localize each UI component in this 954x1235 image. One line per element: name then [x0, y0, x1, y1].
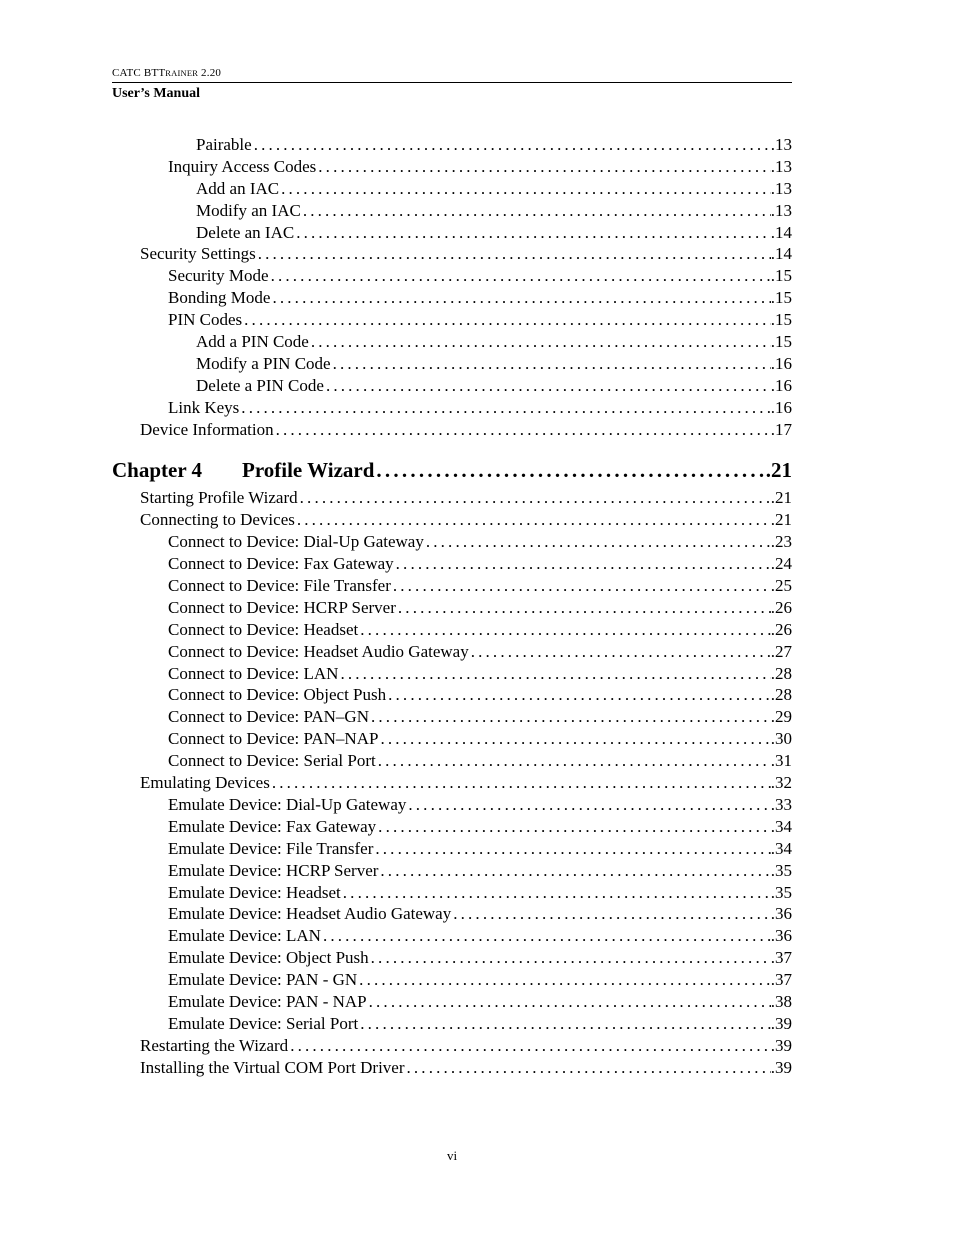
toc-entry-page: .36	[770, 926, 792, 946]
toc-entry-page: .30	[770, 729, 792, 749]
toc-entry-page: .39	[770, 1013, 792, 1033]
chapter-title: Profile Wizard	[242, 458, 375, 483]
toc-entry-page: .31	[770, 751, 792, 771]
toc-entry[interactable]	[112, 794, 792, 816]
toc-entry-page: .15	[770, 310, 792, 330]
toc-entry-label: Emulate Device: LAN	[168, 926, 321, 946]
toc-entry-page: .36	[770, 904, 792, 924]
header-rule	[112, 82, 792, 83]
toc-entry-label: Emulate Device: Headset Audio Gateway	[168, 904, 452, 924]
product-name-prefix: CATC BT	[112, 67, 159, 79]
toc-entry[interactable]	[112, 243, 792, 265]
leader-dots	[270, 772, 771, 794]
leader-dots	[294, 222, 771, 244]
toc-entry-page: .37	[770, 948, 792, 968]
toc-entry[interactable]	[112, 331, 792, 353]
toc-entry[interactable]	[112, 925, 792, 947]
toc-entry[interactable]	[112, 882, 792, 904]
toc-entry-page: .13	[770, 156, 792, 176]
manual-title: User’s Manual	[112, 86, 201, 101]
toc-entry-page: .17	[770, 419, 792, 439]
toc-entry-label: Emulate Device: PAN - GN	[168, 970, 358, 990]
toc-entry-page: .15	[770, 266, 792, 286]
toc-entry-page: .16	[770, 397, 792, 417]
toc-entry-page: .28	[770, 685, 792, 705]
toc-entry-label: Emulate Device: File Transfer	[168, 838, 374, 858]
chapter-heading[interactable]	[112, 456, 792, 484]
toc-entry[interactable]	[112, 619, 792, 641]
toc-entry-page: .23	[770, 532, 792, 552]
toc-entry-label: Add an IAC	[196, 178, 280, 198]
toc-entry-label: Installing the Virtual COM Port Driver	[140, 1057, 405, 1077]
toc-entry-label: Connect to Device: Fax Gateway	[168, 554, 394, 574]
toc-entry-label: Connect to Device: LAN	[168, 663, 339, 683]
toc-entry-label: Connect to Device: Object Push	[168, 685, 387, 705]
toc-entry-page: .39	[770, 1057, 792, 1077]
toc-entry[interactable]	[112, 287, 792, 309]
toc-entry-label: Connect to Device: Headset Audio Gateway	[168, 641, 469, 661]
leader-dots	[451, 903, 771, 925]
toc-entry-label: Add a PIN Code	[196, 332, 309, 352]
toc-entry[interactable]	[112, 860, 792, 882]
toc-entry-label: Connecting to Devices	[140, 510, 295, 530]
toc-entry-label: Restarting the Wizard	[140, 1035, 289, 1055]
toc-entry-page: .16	[770, 353, 792, 373]
toc-entry-label: Connect to Device: HCRP Server	[168, 597, 396, 617]
leader-dots	[316, 156, 770, 178]
toc-entry-label: Security Mode	[168, 266, 269, 286]
toc-entry-page: .35	[770, 882, 792, 902]
leader-dots	[298, 487, 771, 509]
toc-entry[interactable]	[112, 397, 792, 419]
toc-entry-label: Pairable	[196, 135, 252, 154]
leader-dots	[424, 531, 771, 553]
toc-entry[interactable]	[112, 597, 792, 619]
leader-dots	[269, 265, 771, 287]
toc-entry-label: Device Information	[140, 419, 274, 439]
toc-section-chapter-4	[112, 487, 792, 1078]
leader-dots	[301, 200, 771, 222]
toc-entry-page: .14	[770, 244, 792, 264]
leader-dots	[378, 860, 770, 882]
toc-entry-label: Emulating Devices	[140, 773, 270, 793]
toc-entry-page: .29	[770, 707, 792, 727]
leader-dots	[378, 728, 770, 750]
toc-entry[interactable]	[112, 487, 792, 509]
toc-entry-label: Link Keys	[168, 397, 240, 417]
toc-entry-page: .21	[770, 510, 792, 530]
toc-entry-page: .15	[770, 332, 792, 352]
toc-entry-page: .34	[770, 816, 792, 836]
leader-dots	[369, 947, 771, 969]
toc-entry[interactable]	[112, 706, 792, 728]
page-number: vi	[446, 1148, 458, 1163]
toc-entry-page: .14	[770, 222, 792, 242]
toc-entry[interactable]	[112, 265, 792, 287]
toc-entry-page: .26	[770, 597, 792, 617]
toc-entry[interactable]	[112, 419, 792, 441]
toc-entry-label: Connect to Device: Serial Port	[168, 751, 376, 771]
leader-dots	[242, 309, 771, 331]
toc-entry[interactable]	[112, 663, 792, 685]
toc-entry-label: Emulate Device: Fax Gateway	[168, 816, 377, 836]
toc-entry[interactable]	[112, 1013, 792, 1035]
leader-dots	[338, 663, 770, 685]
leader-dots	[357, 969, 771, 991]
leader-dots	[394, 553, 771, 575]
leader-dots	[324, 375, 771, 397]
toc-entry-page: .28	[770, 663, 792, 683]
toc-entry[interactable]	[112, 531, 792, 553]
toc-entry-page: .33	[770, 794, 792, 814]
toc-entry-label: Connect to Device: PAN–NAP	[168, 729, 379, 749]
toc-entry[interactable]	[112, 309, 792, 331]
leader-dots	[376, 816, 771, 838]
toc-entry-label: PIN Codes	[168, 310, 243, 330]
leader-dots	[274, 419, 771, 441]
toc-entry-label: Security Settings	[140, 244, 256, 264]
toc-entry[interactable]	[112, 575, 792, 597]
toc-entry-page: .27	[770, 641, 792, 661]
table-of-contents	[112, 134, 792, 1079]
leader-dots	[321, 925, 771, 947]
toc-entry-page: .34	[770, 838, 792, 858]
toc-entry-page: .15	[770, 288, 792, 308]
leader-dots	[295, 509, 771, 531]
toc-entry-page: .13	[770, 135, 792, 154]
leader-dots	[239, 397, 770, 419]
leader-dots	[252, 134, 771, 156]
toc-entry[interactable]	[112, 353, 792, 375]
product-version-number: 2.20	[201, 67, 222, 79]
leader-dots	[279, 178, 771, 200]
leader-dots	[367, 991, 771, 1013]
toc-entry-page: .39	[770, 1035, 792, 1055]
toc-entry[interactable]	[112, 684, 792, 706]
toc-entry-label: Emulate Device: Serial Port	[168, 1013, 359, 1033]
toc-entry-page: .32	[770, 773, 792, 793]
toc-entry[interactable]	[112, 772, 792, 794]
leader-dots	[331, 353, 771, 375]
toc-entry[interactable]	[112, 1057, 792, 1079]
toc-entry-label: Delete a PIN Code	[196, 375, 324, 395]
toc-entry[interactable]	[112, 553, 792, 575]
toc-entry[interactable]	[112, 200, 792, 222]
leader-dots	[386, 684, 771, 706]
toc-entry-label: Connect to Device: File Transfer	[168, 576, 391, 596]
toc-entry-page: .25	[770, 576, 792, 596]
toc-entry[interactable]	[112, 838, 792, 860]
running-header	[112, 66, 792, 103]
leader-dots	[358, 619, 771, 641]
leader-dots	[256, 243, 771, 265]
leader-dots	[405, 1057, 771, 1079]
toc-entry[interactable]	[112, 375, 792, 397]
toc-entry-label: Emulate Device: Dial-Up Gateway	[168, 794, 407, 814]
leader-dots	[396, 597, 771, 619]
toc-entry[interactable]	[112, 1035, 792, 1057]
product-version	[112, 66, 792, 80]
toc-entry-label: Emulate Device: Headset	[168, 882, 341, 902]
toc-entry-label: Modify an IAC	[196, 200, 301, 220]
toc-entry[interactable]	[112, 178, 792, 200]
toc-entry-label: Connect to Device: Dial-Up Gateway	[168, 532, 424, 552]
toc-entry[interactable]	[112, 222, 792, 244]
toc-entry-page: .35	[770, 860, 792, 880]
product-name-t: T	[158, 67, 166, 79]
toc-entry-page: .16	[770, 375, 792, 395]
toc-entry-label: Emulate Device: HCRP Server	[168, 860, 379, 880]
leader-dots	[373, 838, 770, 860]
toc-entry[interactable]	[112, 816, 792, 838]
toc-entry-label: Connect to Device: PAN–GN	[168, 707, 369, 727]
toc-entry-label: Starting Profile Wizard	[140, 488, 298, 508]
toc-entry-page: .26	[770, 619, 792, 639]
toc-entry[interactable]	[112, 750, 792, 772]
toc-entry[interactable]	[112, 156, 792, 178]
toc-entry-page: .38	[770, 991, 792, 1011]
toc-entry-label: Modify a PIN Code	[196, 353, 331, 373]
leader-dots	[374, 456, 765, 484]
leader-dots	[376, 750, 771, 772]
toc-entry-label: Emulate Device: PAN - NAP	[168, 991, 367, 1011]
toc-entry-label: Inquiry Access Codes	[168, 156, 317, 176]
product-name-smallcaps: RAINER	[165, 68, 199, 78]
toc-section-previous	[112, 134, 792, 440]
leader-dots	[391, 575, 771, 597]
toc-entry-page: .21	[770, 488, 792, 508]
leader-dots	[341, 882, 771, 904]
leader-dots	[369, 706, 771, 728]
leader-dots	[288, 1035, 771, 1057]
toc-entry[interactable]	[112, 947, 792, 969]
toc-entry-page: .24	[770, 554, 792, 574]
leader-dots	[358, 1013, 771, 1035]
leader-dots	[469, 641, 771, 663]
leader-dots	[406, 794, 770, 816]
toc-entry[interactable]	[112, 728, 792, 750]
toc-entry-label: Connect to Device: Headset	[168, 619, 359, 639]
toc-entry[interactable]	[112, 969, 792, 991]
toc-entry-label: Delete an IAC	[196, 222, 295, 242]
leader-dots	[309, 331, 771, 353]
toc-entry[interactable]	[112, 641, 792, 663]
toc-entry-page: .13	[770, 178, 792, 198]
toc-entry[interactable]	[112, 509, 792, 531]
chapter-number: Chapter 4	[112, 458, 203, 483]
toc-entry-label: Bonding Mode	[168, 288, 271, 308]
toc-entry-label: Emulate Device: Object Push	[168, 948, 369, 968]
leader-dots	[270, 287, 770, 309]
toc-entry-page: .37	[770, 970, 792, 990]
toc-entry-page: .13	[770, 200, 792, 220]
toc-entry[interactable]	[112, 134, 792, 156]
toc-entry[interactable]	[112, 903, 792, 925]
toc-entry[interactable]	[112, 991, 792, 1013]
chapter-page: .21	[765, 458, 792, 483]
